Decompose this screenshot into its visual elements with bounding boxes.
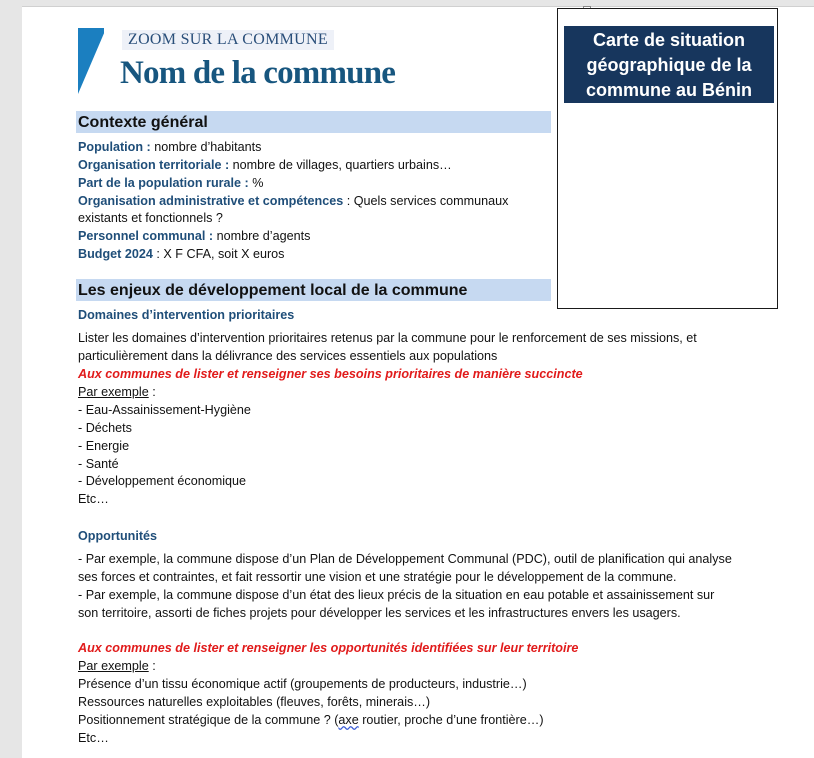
domaines-instruction: Aux communes de lister et renseigner ses besoins prioritaires de manière succincte (78, 367, 583, 381)
rural-value: % (248, 176, 264, 190)
opp-list-item: Ressources naturelles exploitables (fleuves, forêts, minerais…) (78, 695, 431, 709)
page-top-border (22, 6, 814, 7)
opp-text-4: son territoire, assorti de fiches projets pour développer les services et les infrastructures envers les usagers. (78, 606, 681, 620)
domaines-text-2: particulièrement dans la délivrance des services essentiels aux populations (78, 349, 498, 363)
rural-label: Part de la population rurale : (78, 176, 249, 190)
opp-text-3: - Par exemple, la commune dispose d’un état des lieux précis de la situation en eau potable et assainissement sur (78, 588, 715, 602)
budget-label: Budget 2024 (78, 247, 153, 261)
population-label: Population : (78, 140, 151, 154)
list-item: - Santé (78, 457, 119, 471)
par-exemple-line-2 (78, 657, 156, 675)
personnel-label: Personnel communal : (78, 229, 214, 243)
page-title: Nom de la commune (120, 55, 396, 91)
kicker-label: ZOOM SUR LA COMMUNE (122, 30, 334, 50)
spellcheck-word[interactable]: axe (338, 713, 359, 727)
list-item: - Développement économique (78, 474, 247, 488)
organisation-label: Organisation territoriale : (78, 158, 230, 172)
opp-list-item (78, 711, 544, 729)
opp-list-3a: Positionnement stratégique de la commune ? ( (78, 713, 339, 727)
document-page (22, 6, 814, 758)
list-item: - Energie (78, 439, 130, 453)
population-line (78, 138, 261, 156)
par-exemple-colon: : (148, 385, 156, 399)
map-title: Carte de situation géographique de la commune au Bénin (564, 26, 774, 103)
etc-line-1: Etc… (78, 492, 109, 506)
opp-instruction: Aux communes de lister et renseigner les opportunités identifiées sur leur territoire (78, 641, 579, 655)
admin-line-2: existants et fonctionnels ? (78, 211, 223, 225)
rural-line (78, 174, 263, 192)
budget-value: : X F CFA, soit X euros (152, 247, 285, 261)
list-item: - Eau-Assainissement-Hygiène (78, 403, 251, 417)
par-exemple-line-1 (78, 383, 156, 401)
map-placeholder-box (557, 8, 778, 309)
admin-line (78, 192, 508, 210)
opp-list-3c: routier, proche d’une frontière…) (358, 713, 544, 727)
opportunites-title: Opportunités (78, 529, 158, 543)
organisation-value: nombre de villages, quartiers urbains… (229, 158, 452, 172)
etc-line-2: Etc… (78, 731, 109, 745)
admin-label: Organisation administrative et compétences (78, 194, 344, 208)
personnel-value: nombre d’agents (213, 229, 311, 243)
personnel-line (78, 227, 310, 245)
par-exemple-colon: : (148, 659, 156, 673)
par-exemple-label: Par exemple (78, 385, 149, 399)
opp-text-1: - Par exemple, la commune dispose d’un Plan de Développement Communal (PDC), outil de planification qui analyse (78, 552, 732, 566)
budget-line (78, 245, 284, 263)
accent-shape (78, 28, 104, 94)
domaines-text-1: Lister les domaines d’intervention prioritaires retenus par la commune pour le renforcement de ses missions, et (78, 331, 697, 345)
opp-text-2: ses forces et contraintes, et fait ressortir une vision et une stratégie pour le développement de la commune. (78, 570, 677, 584)
domaines-title: Domaines d’intervention prioritaires (78, 308, 295, 322)
par-exemple-label: Par exemple (78, 659, 149, 673)
population-value: nombre d’habitants (150, 140, 262, 154)
section-heading-contexte: Contexte général (76, 111, 551, 133)
organisation-line (78, 156, 452, 174)
opp-list-item: Présence d’un tissu économique actif (groupements de producteurs, industrie…) (78, 677, 527, 691)
section-heading-enjeux: Les enjeux de développement local de la commune (76, 279, 551, 301)
admin-value: : Quels services communaux (343, 194, 509, 208)
list-item: - Déchets (78, 421, 132, 435)
